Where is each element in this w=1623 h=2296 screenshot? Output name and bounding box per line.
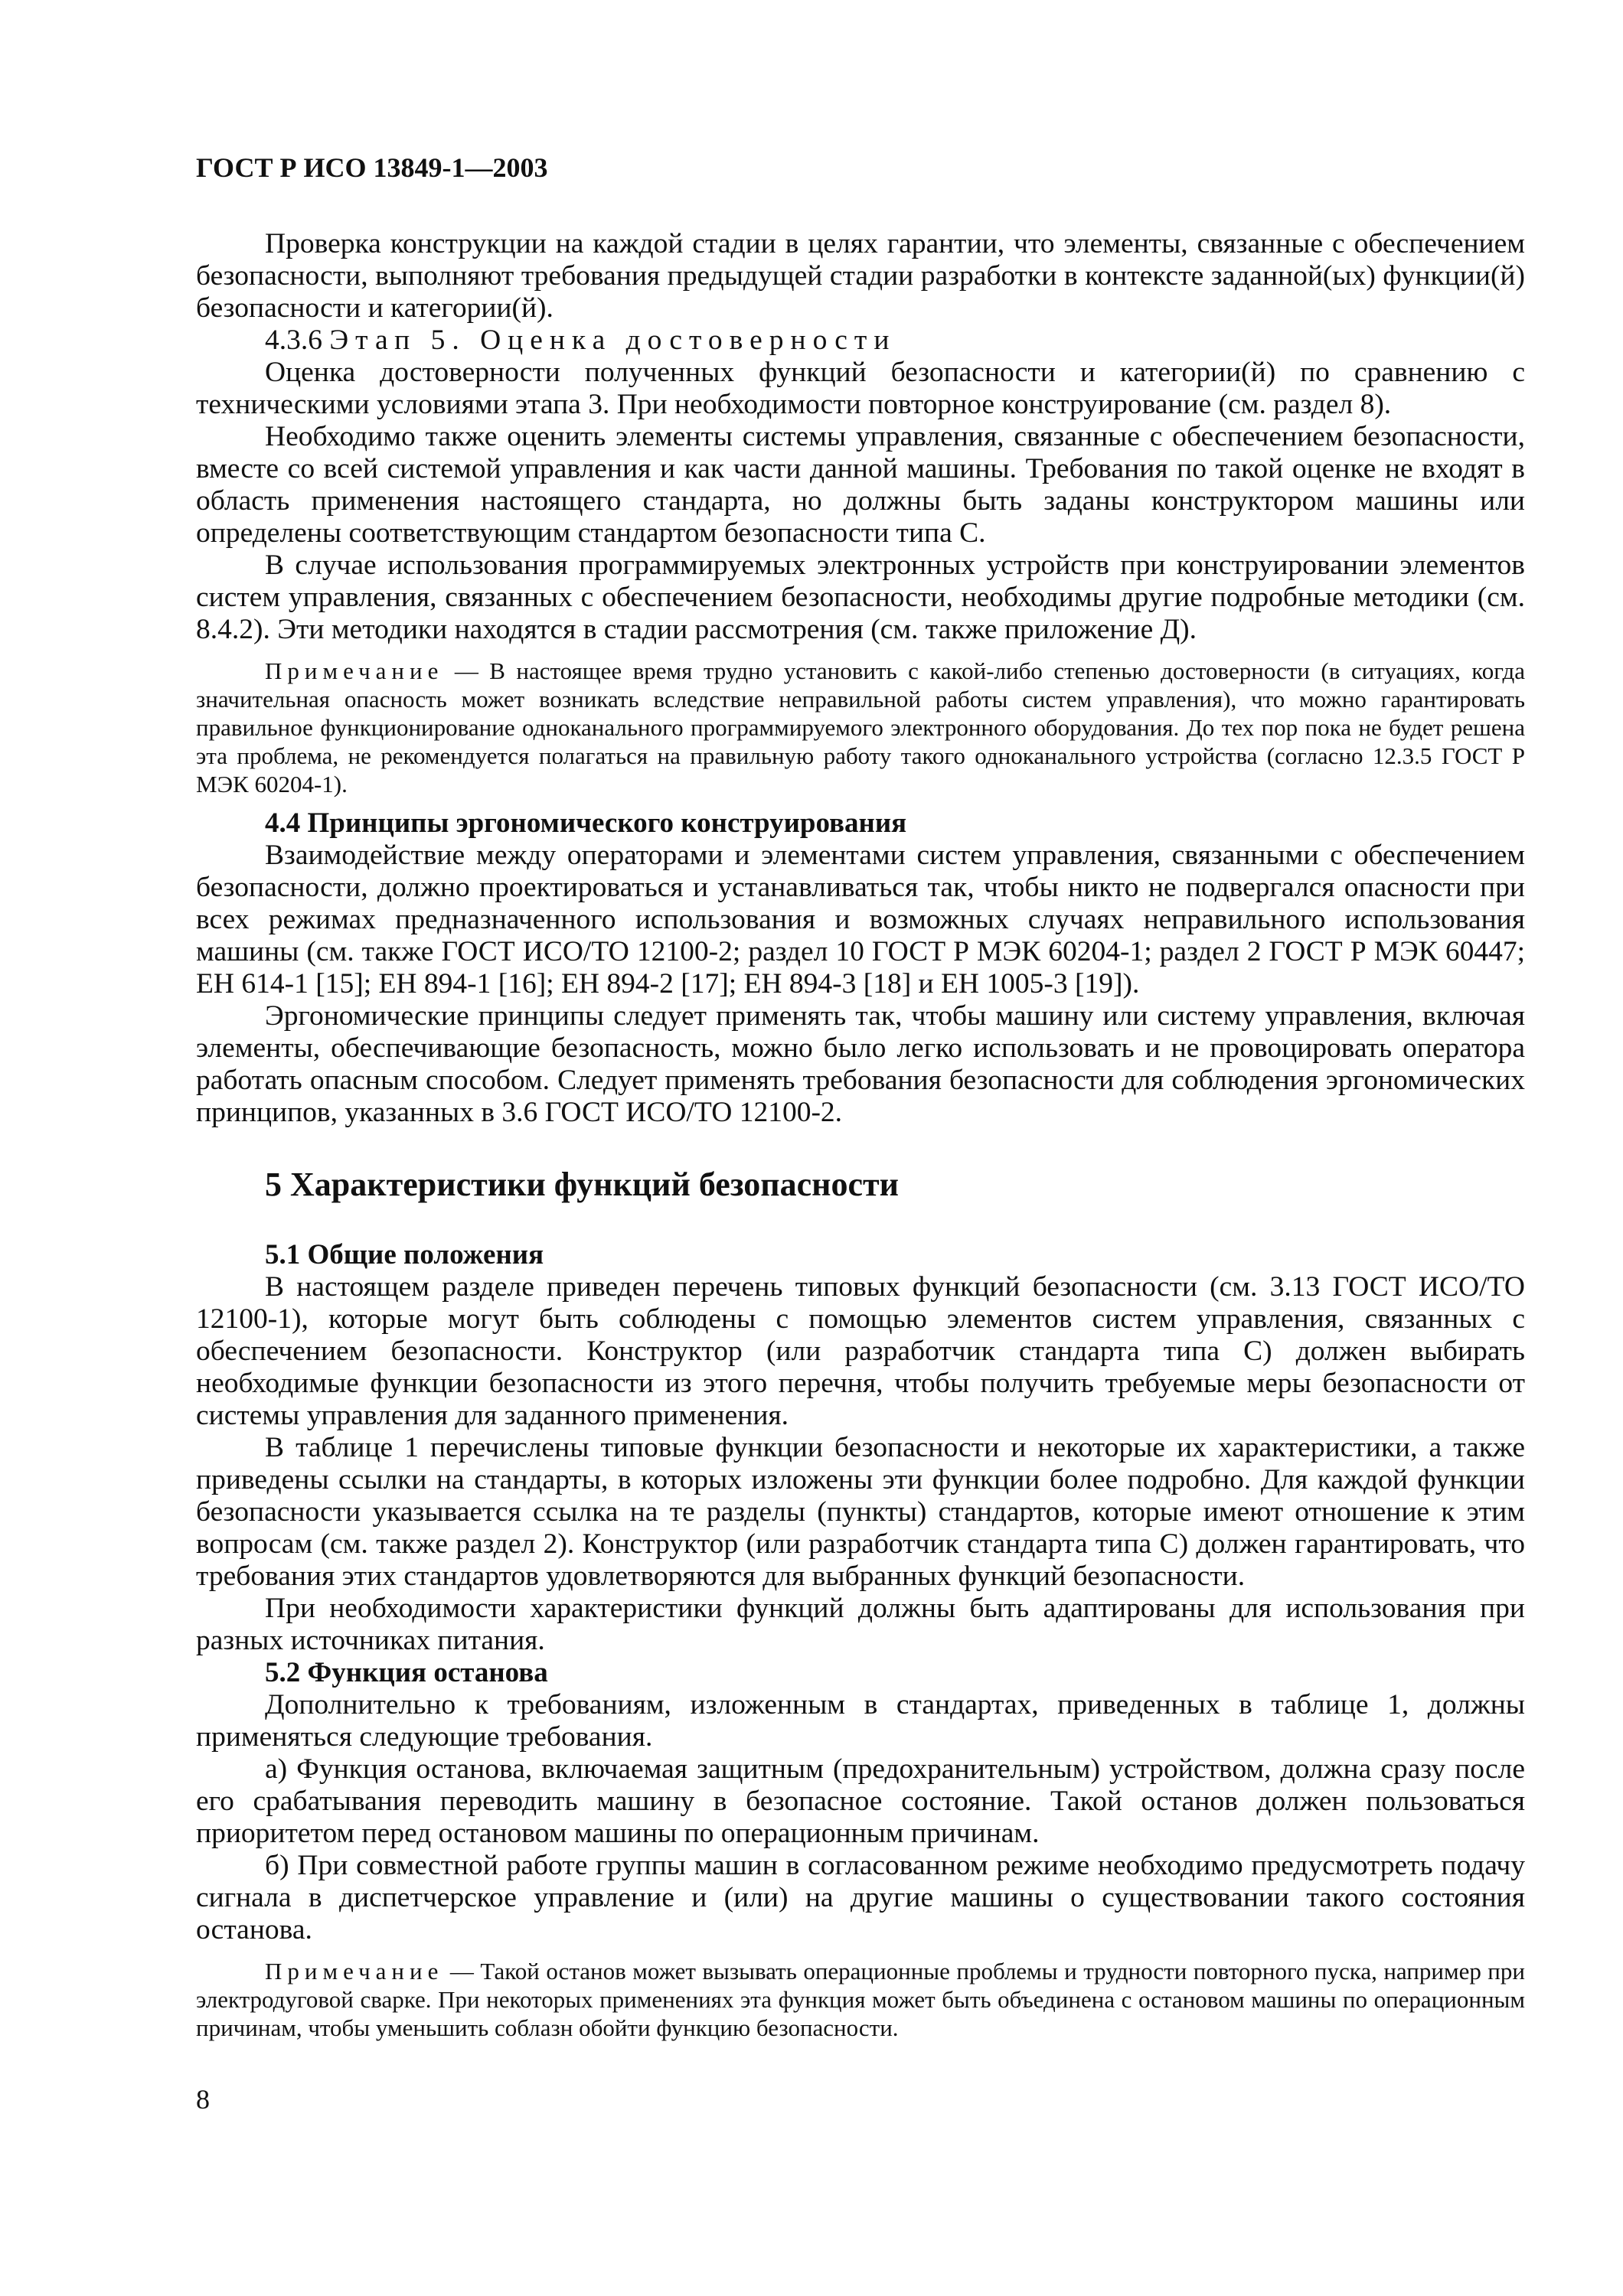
paragraph: Дополнительно к требованиям, изложенным в стандартах, приведенных в таблице 1, должны применяться следующие требования. — [196, 1689, 1525, 1753]
paragraph: Взаимодействие между операторами и элементами систем управления, связанными с обеспечением безопасности, должно проектироваться и устанавливаться так, чтобы никто не подвергался опасности при всех режимах предназначенного использования и возможных случаях неправильного использования машины (см. также ГОСТ ИСО/ТО 12100-2; раздел 10 ГОСТ Р МЭК 60204-1; раздел 2 ГОСТ Р МЭК 60447; ЕН 614-1 [15]; ЕН 894-1 [16]; ЕН 894-2 [17]; ЕН 894-3 [18] и ЕН 1005-3 [19]). — [196, 840, 1525, 1000]
paragraph: В случае использования программируемых электронных устройств при конструировании элементов систем управления, связанных с обеспечением безопасности, необходимы другие подробные методики (см. 8.4.2). Эти методики находятся в стадии рассмотрения (см. также приложение Д). — [196, 550, 1525, 645]
note-text: — Такой останов может вызывать операционные проблемы и трудности повторного пуска, например при электродуговой сварке. При некоторых применениях эта функция может быть объединена с остановом машины по операционным причинам, чтобы уменьшить соблазн обойти функцию безопасности. — [196, 1958, 1525, 2041]
paragraph: Эргономические принципы следует применять так, чтобы машину или систему управления, включая элементы, обеспечивающие безопасность, можно было легко использовать и не провоцировать оператора работать опасным способом. Следует применять требования безопасности для соблюдения эргономических принципов, указанных в 3.6 ГОСТ ИСО/ТО 12100-2. — [196, 1000, 1525, 1128]
page-number: 8 — [196, 2084, 210, 2115]
section-heading-4-4: 4.4 Принципы эргономического конструирования — [265, 807, 907, 839]
note — [196, 657, 1525, 798]
paragraph: Оценка достоверности полученных функций безопасности и категории(й) по сравнению с техническими условиями этапа 3. При необходимости повторное конструирование (см. раздел 8). — [196, 357, 1525, 420]
paragraph: Необходимо также оценить элементы системы управления, связанные с обеспечением безопасности, вместе со всей системой управления и как части данной машины. Требования по такой оценке не входят в область применения настоящего стандарта, но должны быть заданы конструктором машины или определены соответствующим стандартом безопасности типа С. — [196, 421, 1525, 549]
note — [196, 1957, 1525, 2042]
list-item: а) Функция останова, включаемая защитным (предохранительным) устройством, должна сразу после его срабатывания переводить машину в безопасное состояние. Такой останов должен пользоваться приоритетом перед остановом машины по операционным причинам. — [196, 1753, 1525, 1849]
paragraph: Проверка конструкции на каждой стадии в целях гарантии, что элементы, связанные с обеспечением безопасности, выполняют требования предыдущей стадии разработки в контексте заданной(ых) функции(й) безопасности и категории(й). — [196, 228, 1525, 324]
note-label: Примечание — [265, 657, 444, 684]
document-header: ГОСТ Р ИСО 13849-1—2003 — [196, 152, 548, 183]
paragraph: При необходимости характеристики функций должны быть адаптированы для использования при разных источниках питания. — [196, 1593, 1525, 1656]
section-heading-5-2: 5.2 Функция останова — [265, 1657, 548, 1688]
note-text: — В настоящее время трудно установить с какой-либо степенью достоверности (в ситуациях, когда значительная опасность может возникать вследствие неправильной работы систем управления), что можно гарантировать правильное функционирование одноканального программируемого электронного оборудования. До тех пор пока не будет решена эта проблема, не рекомендуется полагаться на правильную работу такого одноканального устройства (согласно 12.3.5 ГОСТ Р МЭК 60204-1). — [196, 657, 1525, 797]
paragraph: В настоящем разделе приведен перечень типовых функций безопасности (см. 3.13 ГОСТ ИСО/ТО 12100-1), которые могут быть соблюдены с помощью элементов систем управления, связанных с обеспечением безопасности. Конструктор (или разработчик стандарта типа С) должен выбирать необходимые функции безопасности из этого перечня, чтобы получить требуемые меры безопасности от системы управления для заданного применения. — [196, 1271, 1525, 1431]
section-number: 4.3.6 — [265, 325, 322, 356]
subsection-heading-4-3-6 — [196, 325, 1525, 357]
note-label: Примечание — [265, 1958, 444, 1985]
paragraph: В таблице 1 перечислены типовые функции безопасности и некоторые их характеристики, а также приведены ссылки на стандарты, в которых изложены эти функции более подробно. Для каждой функции безопасности указывается ссылка на те разделы (пункты) стандартов, которые имеют отношение к этим вопросам (см. также раздел 2). Конструктор (или разработчик стандарта типа С) должен гарантировать, что требования этих стандартов удовлетворяются для выбранных функций безопасности. — [196, 1432, 1525, 1592]
document-body — [196, 228, 1525, 2042]
list-item: б) При совместной работе группы машин в согласованном режиме необходимо предусмотреть подачу сигнала в диспетчерское управление и (или) на другие машины о существовании такого состояния останова. — [196, 1850, 1525, 1945]
section-heading-5: 5 Характеристики функций безопасности — [265, 1166, 899, 1203]
section-title: Этап 5. Оценка достоверности — [329, 325, 896, 356]
section-heading-5-1: 5.1 Общие положения — [265, 1239, 544, 1270]
